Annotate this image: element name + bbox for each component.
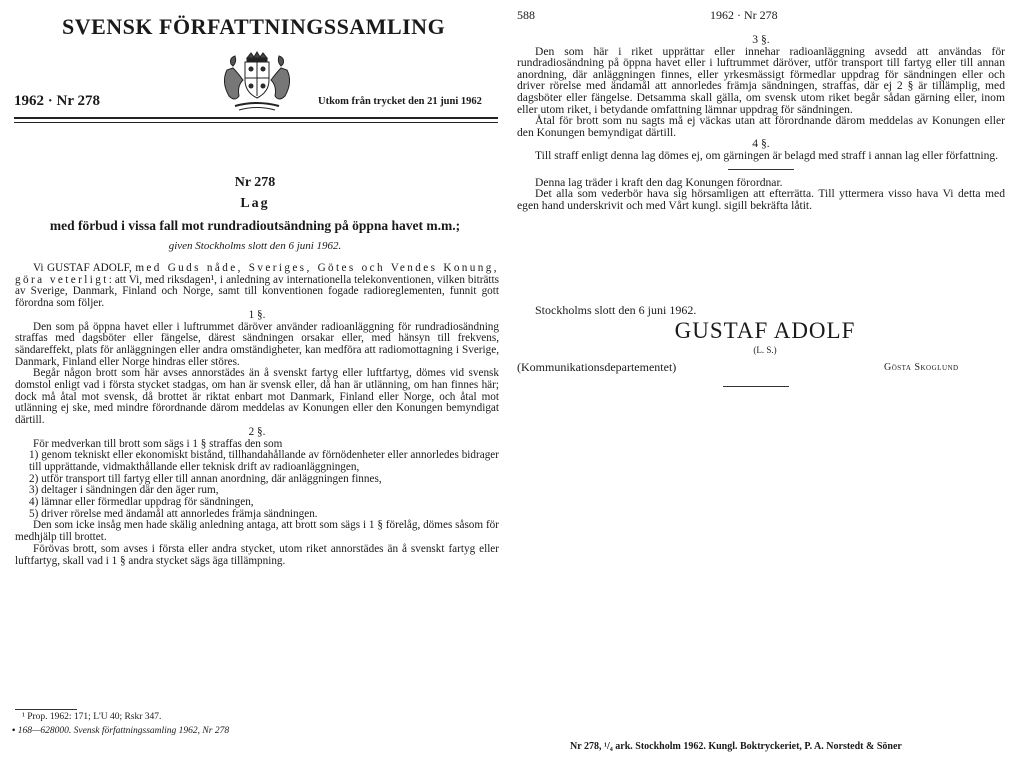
print-footer (12, 726, 229, 736)
law-number: Nr 278 (234, 175, 276, 190)
preamble-rest: : att Vi, med riksdagen¹, i anledning av internationella telekonventionen, vilken biträtts av Sverige, Danmark, Finland och Norge, samt till konventionen fogade radioreglementen, funnit gott förordna som följer. (15, 273, 499, 310)
countersignature: Gösta Skoglund (884, 362, 959, 373)
section-4-paragraph: Till straff enligt denna lag dömes ej, om gärningen är belagd med straff i annan lag eller författning. (535, 148, 999, 162)
section-1-paragraph-2: Begår någon brott som här avses annorstädes än å svenskt fartyg eller luftfartyg, dömes vid svensk domstol enligt vad i första stycket stadgas, om han är svensk eller, då han är utlänning, om han finnes här; dock må åtal mot svensk, då brottet är riktat enbart mot Danmark, Finland eller Norge, och åtal mot utlänning ej ske, med mindre förordnande därom meddelas av Konungen eller den Konungen bemyndigat därtill. (15, 367, 499, 427)
section-3-paragraph-1: Den som här i riket upprättar eller innehar radioanläggning avsedd att användas för rundradiosändning på öppna havet eller i luftrummet däröver, utför transport till fartyg eller till annan anordning, där anläggningen finnes, eller yrkesmässigt förmedlar uppdrag för sändningen eller och driver rörelse med ändamål att annorledes främja sändningen, straffas, där ej 2 § är tillämplig, med dagsböter eller fängelse. Detsamma skall gälla, om svensk utom riket begår sådan gärning eller, inom eller utom riket, i betydande omfattning lämnar uppdrag för sändningen. (517, 44, 1005, 116)
list-item: 4) lämnar eller förmedlar uppdrag för sändningen, (29, 496, 254, 509)
list-item: 3) deltager i sändningen där den äger rum, (29, 484, 219, 497)
section-3-paragraph-2: Åtal för brott som nu sagts må ej väckas utan att förordnande därom meddelas av Konungen eller den Konungen bemyndigat därtill. (517, 114, 1005, 139)
enactment-clause: Denna lag träder i kraft den dag Konungen förordnar. (535, 175, 783, 189)
list-item: 2) utför transport till fartyg eller till annan anordning, där anläggningen finnes, (29, 472, 382, 485)
law-given-date: given Stockholms slott den 6 juni 1962. (168, 240, 342, 252)
page-number: 588 (517, 8, 535, 22)
section-1-paragraph-1: Den som på öppna havet eller i luftrummet däröver använder radioanläggning för rundradiosändning straffas med dagsböter eller fängelse, därest sändningen orsakar eller, med hänsyn till frekvens, sändareffekt, plats för anläggningen eller andra omständigheter, kan medföra att radiomottagning i Sverige, Danmark, Finland eller Norge hindras eller störes. (15, 320, 499, 368)
department: (Kommunikationsdepartementet) (517, 360, 677, 374)
law-kind: Lag (240, 196, 270, 211)
separator-rule (728, 169, 794, 170)
section-2-paragraph-2: Den som icke insåg men hade skälig anledning antaga, att brott som sägs i 1 § förelåg, dömes såsom för medhjälp till brottet. (15, 519, 499, 544)
preamble-lead: Vi GUSTAF ADOLF, (33, 262, 136, 274)
section-3-heading: 3 §. (752, 33, 770, 46)
list-item: 5) driver rörelse med ändamål att annorledes främja sändningen. (29, 507, 318, 520)
masthead-title: SVENSK FÖRFATTNINGSSAMLING (62, 14, 446, 39)
law-body-continued (517, 34, 1005, 211)
signing-date: Stockholms slott den 6 juni 1962. (535, 303, 697, 317)
end-rule (723, 386, 789, 387)
footnote: ¹ Prop. 1962: 171; L'U 40; Rskr 347. (22, 712, 162, 722)
running-head: 1962 · Nr 278 (710, 8, 778, 22)
list-item: 1) genom tekniskt eller ekonomiskt bistånd, tillhandahållande av förnödenheter eller annorledes bidrager till upprättande, vidmakthållande eller teknisk drift av radioanläggningen, (29, 449, 499, 473)
law-body (15, 263, 499, 567)
command-clause: Det alla som vederbör hava sig hörsamligen att efterrätta. Till yttermera visso hava Vi detta med egen hand underskrivit och med Vårt kungl. sigill bekräfta låtit. (517, 187, 1005, 212)
footer-bullet: • (12, 726, 16, 736)
seal-mark: (L. S.) (753, 345, 777, 355)
section-4-heading: 4 §. (752, 137, 770, 151)
footer-text: 168—628000. Svensk författningssamling 1962, Nr 278 (17, 726, 230, 736)
imprint: Nr 278, ¹/₄ ark. Stockholm 1962. Kungl. Boktryckeriet, P. A. Norstedt & Söner (570, 741, 902, 752)
header-rule-thin (14, 122, 498, 123)
king-signature: GUSTAF ADOLF (674, 318, 856, 343)
section-2-heading: 2 §. (248, 425, 266, 438)
preamble (15, 263, 499, 310)
footnote-rule (15, 709, 77, 710)
coat-of-arms-icon (217, 50, 297, 116)
section-2-paragraph-3: Förövas brott, som avses i första eller andra stycket, utom riket annorstädes än å svenskt fartyg eller luftfartyg, skall vad i 1 § andra stycket sägs äga tillämpning. (15, 542, 499, 567)
right-page (510, 0, 1020, 765)
release-date: Utkom från trycket den 21 juni 1962 (318, 96, 482, 107)
section-2-intro: För medverkan till brott som sägs i 1 § straffas den som (33, 437, 283, 450)
preamble-formula: med Guds nåde, Sveriges, Götes och Vendes Konung, göra veterligt (15, 262, 499, 286)
section-1-heading: 1 §. (248, 308, 266, 321)
header-rule (14, 117, 498, 119)
issue-number: 1962 · Nr 278 (14, 93, 100, 109)
law-title: med förbud i vissa fall mot rundradioutsändning på öppna havet m.m.; (49, 218, 461, 233)
